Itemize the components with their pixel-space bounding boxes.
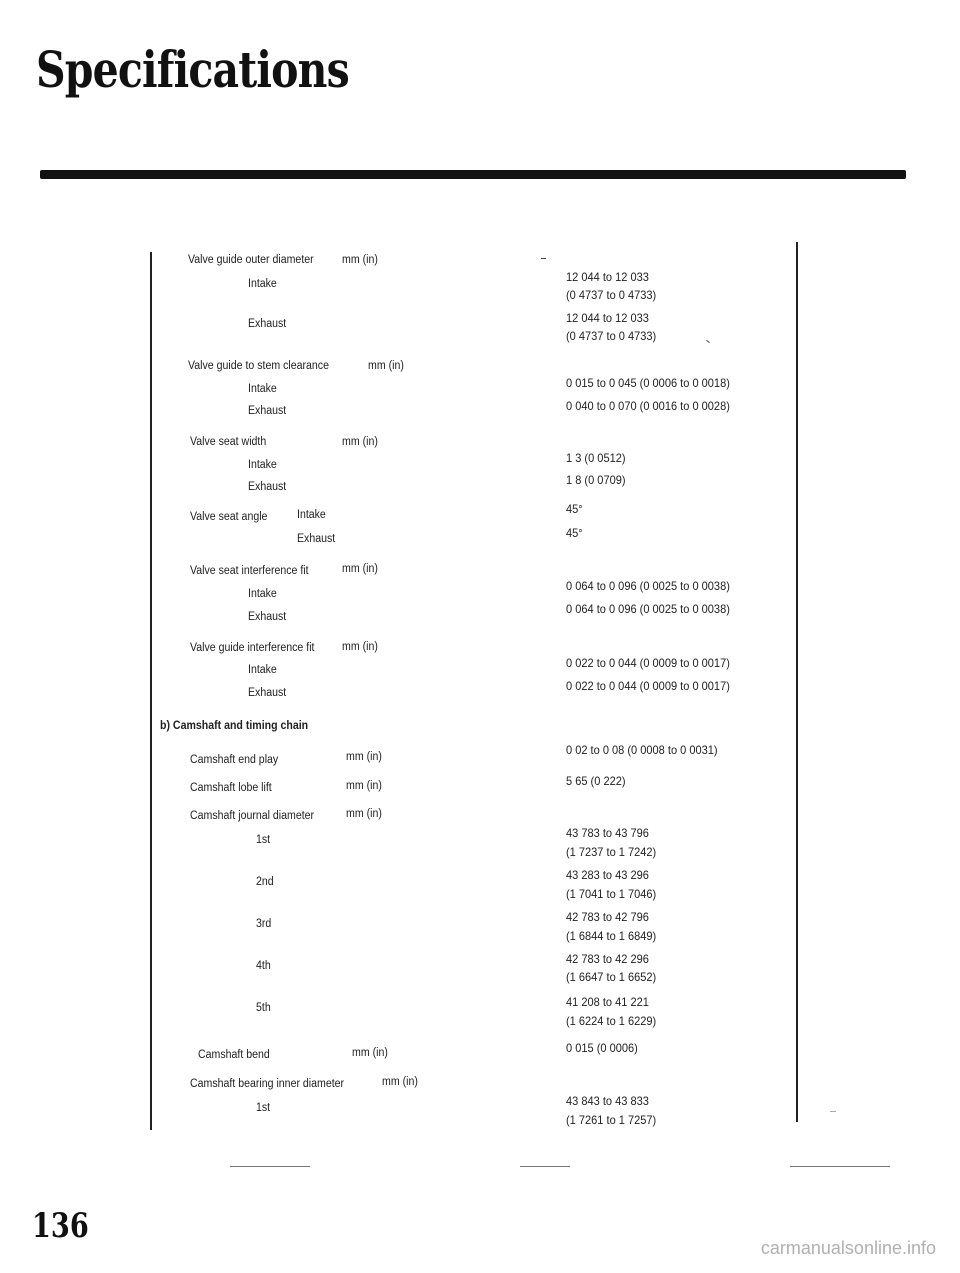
label-guide-fit-exhaust: Exhaust [248, 687, 287, 699]
label-stem-clear-exhaust: Exhaust [248, 405, 287, 417]
value-journal-5th-mm: 41 208 to 41 221 [566, 995, 649, 1009]
label-journal-4th: 4th [256, 960, 271, 972]
title-rule [40, 170, 906, 179]
label-cam-end-play: Camshaft end play [190, 754, 279, 766]
label-seat-fit-exhaust: Exhaust [248, 611, 287, 623]
page-number: 136 [32, 1206, 89, 1246]
value-guide-od-exhaust-in: (0 4737 to 0 4733) [566, 329, 657, 343]
value-guide-fit-intake: 0 022 to 0 044 (0 0009 to 0 0017) [566, 656, 730, 670]
page-title: Specifications [36, 40, 349, 99]
value-guide-od-exhaust-mm: 12 044 to 12 033 [566, 311, 649, 325]
value-bearing-1st-in: (1 7261 to 1 7257) [566, 1113, 657, 1127]
value-stem-clear-exhaust: 0 040 to 0 070 (0 0016 to 0 0028) [566, 399, 730, 413]
value-journal-4th-in: (1 6647 to 1 6652) [566, 970, 657, 984]
unit-seat-width: mm (in) [342, 436, 378, 448]
value-guide-od-intake-mm: 12 044 to 12 033 [566, 270, 649, 284]
label-seat-angle-intake: Intake [297, 509, 326, 521]
label-bearing-1st: 1st [256, 1102, 271, 1114]
label-guide-od-exhaust: Exhaust [248, 318, 287, 330]
value-journal-2nd-mm: 43 283 to 43 296 [566, 868, 649, 882]
label-cam-journal: Camshaft journal diameter [190, 810, 315, 822]
label-seat-width-exhaust: Exhaust [248, 481, 287, 493]
section-camshaft-timing-chain: b) Camshaft and timing chain [160, 720, 309, 732]
label-seat-angle: Valve seat angle [190, 511, 268, 523]
label-cam-lobe-lift: Camshaft lobe lift [190, 782, 272, 794]
value-cam-end-play: 0 02 to 0 08 (0 0008 to 0 0031) [566, 743, 718, 757]
value-seat-fit-exhaust: 0 064 to 0 096 (0 0025 to 0 0038) [566, 602, 730, 616]
scan-smudge [230, 1166, 310, 1167]
value-seat-angle-exhaust: 45° [566, 526, 583, 540]
label-guide-od: Valve guide outer diameter [188, 254, 314, 266]
label-seat-width: Valve seat width [190, 436, 267, 448]
value-journal-2nd-in: (1 7041 to 1 7046) [566, 887, 657, 901]
label-stem-clear: Valve guide to stem clearance [188, 360, 329, 372]
left-margin-line [150, 252, 152, 1130]
unit-cam-bend: mm (in) [352, 1047, 388, 1059]
value-journal-1st-in: (1 7237 to 1 7242) [566, 845, 657, 859]
value-guide-fit-exhaust: 0 022 to 0 044 (0 0009 to 0 0017) [566, 679, 730, 693]
label-stem-clear-intake: Intake [248, 383, 277, 395]
value-cam-lobe-lift: 5 65 (0 222) [566, 774, 626, 788]
scan-mark [830, 1111, 836, 1112]
label-seat-fit: Valve seat interference fit [190, 565, 309, 577]
unit-cam-lobe-lift: mm (in) [346, 780, 382, 792]
value-journal-4th-mm: 42 783 to 42 296 [566, 952, 649, 966]
scan-smudge [520, 1166, 570, 1167]
value-seat-width-exhaust: 1 8 (0 0709) [566, 473, 626, 487]
label-seat-width-intake: Intake [248, 459, 277, 471]
label-guide-fit: Valve guide interference fit [190, 642, 315, 654]
unit-guide-od: mm (in) [342, 254, 378, 266]
unit-cam-end-play: mm (in) [346, 751, 382, 763]
value-seat-fit-intake: 0 064 to 0 096 (0 0025 to 0 0038) [566, 579, 730, 593]
right-margin-line [796, 242, 798, 1122]
watermark: carmanualsonline.info [760, 1238, 936, 1258]
scan-smudge [790, 1166, 890, 1167]
value-seat-width-intake: 1 3 (0 0512) [566, 451, 626, 465]
value-guide-od-intake-in: (0 4737 to 0 4733) [566, 288, 657, 302]
unit-stem-clear: mm (in) [368, 360, 404, 372]
label-seat-fit-intake: Intake [248, 588, 277, 600]
value-seat-angle-intake: 45° [566, 502, 583, 516]
value-journal-3rd-mm: 42 783 to 42 796 [566, 910, 649, 924]
scan-mark [541, 258, 546, 259]
label-seat-angle-exhaust: Exhaust [297, 533, 336, 545]
label-journal-5th: 5th [256, 1002, 271, 1014]
label-guide-od-intake: Intake [248, 278, 277, 290]
scan-mark [706, 340, 710, 343]
label-journal-2nd: 2nd [256, 876, 274, 888]
unit-seat-fit: mm (in) [342, 563, 378, 575]
value-cam-bend: 0 015 (0 0006) [566, 1041, 638, 1055]
label-journal-1st: 1st [256, 834, 271, 846]
unit-guide-fit: mm (in) [342, 641, 378, 653]
value-journal-1st-mm: 43 783 to 43 796 [566, 826, 649, 840]
value-bearing-1st-mm: 43 843 to 43 833 [566, 1094, 649, 1108]
label-cam-bearing: Camshaft bearing inner diameter [190, 1078, 345, 1090]
value-stem-clear-intake: 0 015 to 0 045 (0 0006 to 0 0018) [566, 376, 730, 390]
unit-cam-journal: mm (in) [346, 808, 382, 820]
value-journal-5th-in: (1 6224 to 1 6229) [566, 1014, 657, 1028]
label-journal-3rd: 3rd [256, 918, 272, 930]
value-journal-3rd-in: (1 6844 to 1 6849) [566, 929, 657, 943]
unit-cam-bearing: mm (in) [382, 1076, 418, 1088]
label-guide-fit-intake: Intake [248, 664, 277, 676]
label-cam-bend: Camshaft bend [198, 1049, 270, 1061]
